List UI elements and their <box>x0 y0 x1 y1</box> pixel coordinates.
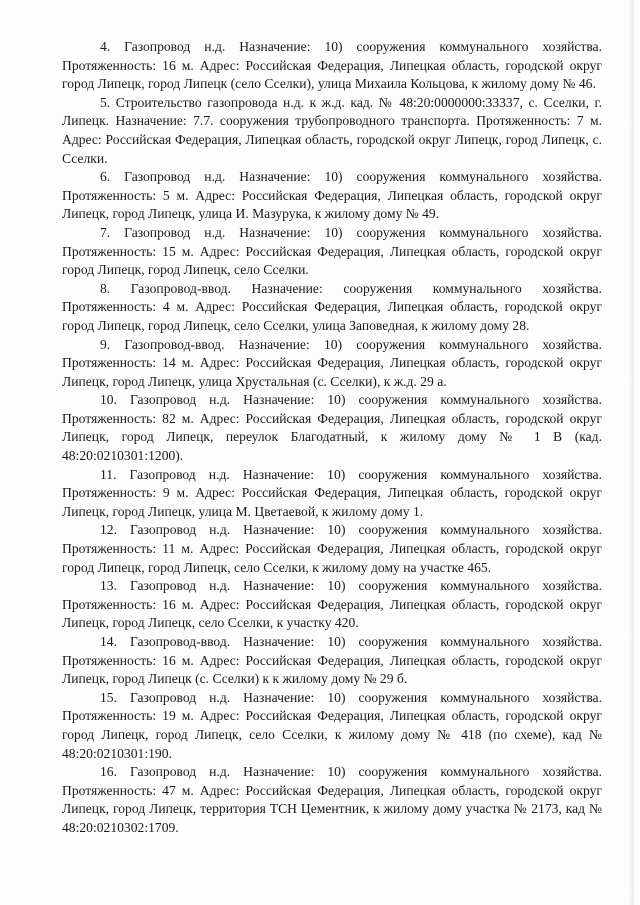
list-item-10: 10. Газопровод н.д. Назначение: 10) сооружения коммунального хозяйства. Протяженность: 82 м. Адрес: Российская Федерация, Липецкая область, городской округ Липецк, город Липецк, переулок Благодатный, к жилому дому № 1 В (кад. 48:20:0210301:1200). <box>62 392 602 464</box>
list-item-12: 12. Газопровод н.д. Назначение: 10) сооружения коммунального хозяйства. Протяженность: 11 м. Адрес: Российская Федерация, Липецкая область, городской округ город Липецк, город Липецк, село Сселки, к жилому дому на участке 465. <box>62 522 602 575</box>
list-item-8: 8. Газопровод-ввод. Назначение: сооружения коммунального хозяйства. Протяженность: 4 м. Адрес: Российская Федерация, Липецкая область, городской округ город Липецк, город Липецк, село Сселки, улица Заповедная, к жилому дому 28. <box>62 280 602 333</box>
list-item-6: 6. Газопровод н.д. Назначение: 10) сооружения коммунального хозяйства. Протяженность: 5 м. Адрес: Российская Федерация, Липецкая область, городской округ Липецк, город Липецк, улица И. Мазурука, к жилому дому № 49. <box>62 169 602 222</box>
list-item-4: 4. Газопровод н.д. Назначение: 10) сооружения коммунального хозяйства. Протяженность: 16 м. Адрес: Российская Федерация, Липецкая область, городской округ город Липецк, город Липецк (село Сселки), улица Михаила Кольцова, к жилому дому № 46. <box>62 39 602 92</box>
list-item-11: 11. Газопровод н.д. Назначение: 10) сооружения коммунального хозяйства. Протяженность: 9 м. Адрес: Российская Федерация, Липецкая область, городской округ Липецк, город Липецк, улица М. Цветаевой, к жилому дому 1. <box>62 466 602 519</box>
document-body <box>62 38 602 838</box>
list-item-14: 14. Газопровод-ввод. Назначение: 10) сооружения коммунального хозяйства. Протяженность: 16 м. Адрес: Российская Федерация, Липецкая область, городской округ Липецк, город Липецк (с. Сселки) к к жилому дому № 29 б. <box>62 634 602 687</box>
scan-edge-shadow <box>628 0 634 905</box>
list-item-16: 16. Газопровод н.д. Назначение: 10) сооружения коммунального хозяйства. Протяженность: 47 м. Адрес: Российская Федерация, Липецкая область, городской округ Липецк, город Липецк, территория ТСН Цементник, к жилому дому участка № 2173, кад № 48:20:0210302:1709. <box>62 764 602 835</box>
list-item-15: 15. Газопровод н.д. Назначение: 10) сооружения коммунального хозяйства. Протяженность: 19 м. Адрес: Российская Федерация, Липецкая область, городской округ город Липецк, город Липецк, село Сселки, к жилому дому № 418 (по схеме), кад № 48:20:0210301:190. <box>62 689 602 761</box>
list-item-5: 5. Строительство газопровода н.д. к ж.д. кад. № 48:20:0000000:33337, с. Сселки, г. Липецк. Назначение: 7.7. сооружения трубопроводного транспорта. Протяженность: 7 м. Адрес: Российская Федерация, Липецкая область, городской округ Липецк, город Липецк, с. Сселки. <box>62 94 602 166</box>
list-item-7: 7. Газопровод н.д. Назначение: 10) сооружения коммунального хозяйства. Протяженность: 15 м. Адрес: Российская Федерация, Липецкая область, городской округ город Липецк, город Липецк, село Сселки. <box>62 224 602 278</box>
list-item-13: 13. Газопровод н.д. Назначение: 10) сооружения коммунального хозяйства. Протяженность: 16 м. Адрес: Российская Федерация, Липецкая область, городской округ Липецк, город Липецк, село Сселки, к участку 420. <box>62 578 602 631</box>
list-item-9: 9. Газопровод-ввод. Назначение: 10) сооружения коммунального хозяйства. Протяженность: 14 м. Адрес: Российская Федерация, Липецкая область, городской округ Липецк, город Липецк, улица Хрустальная (с. Сселки), к ж.д. 29 а. <box>62 336 602 389</box>
